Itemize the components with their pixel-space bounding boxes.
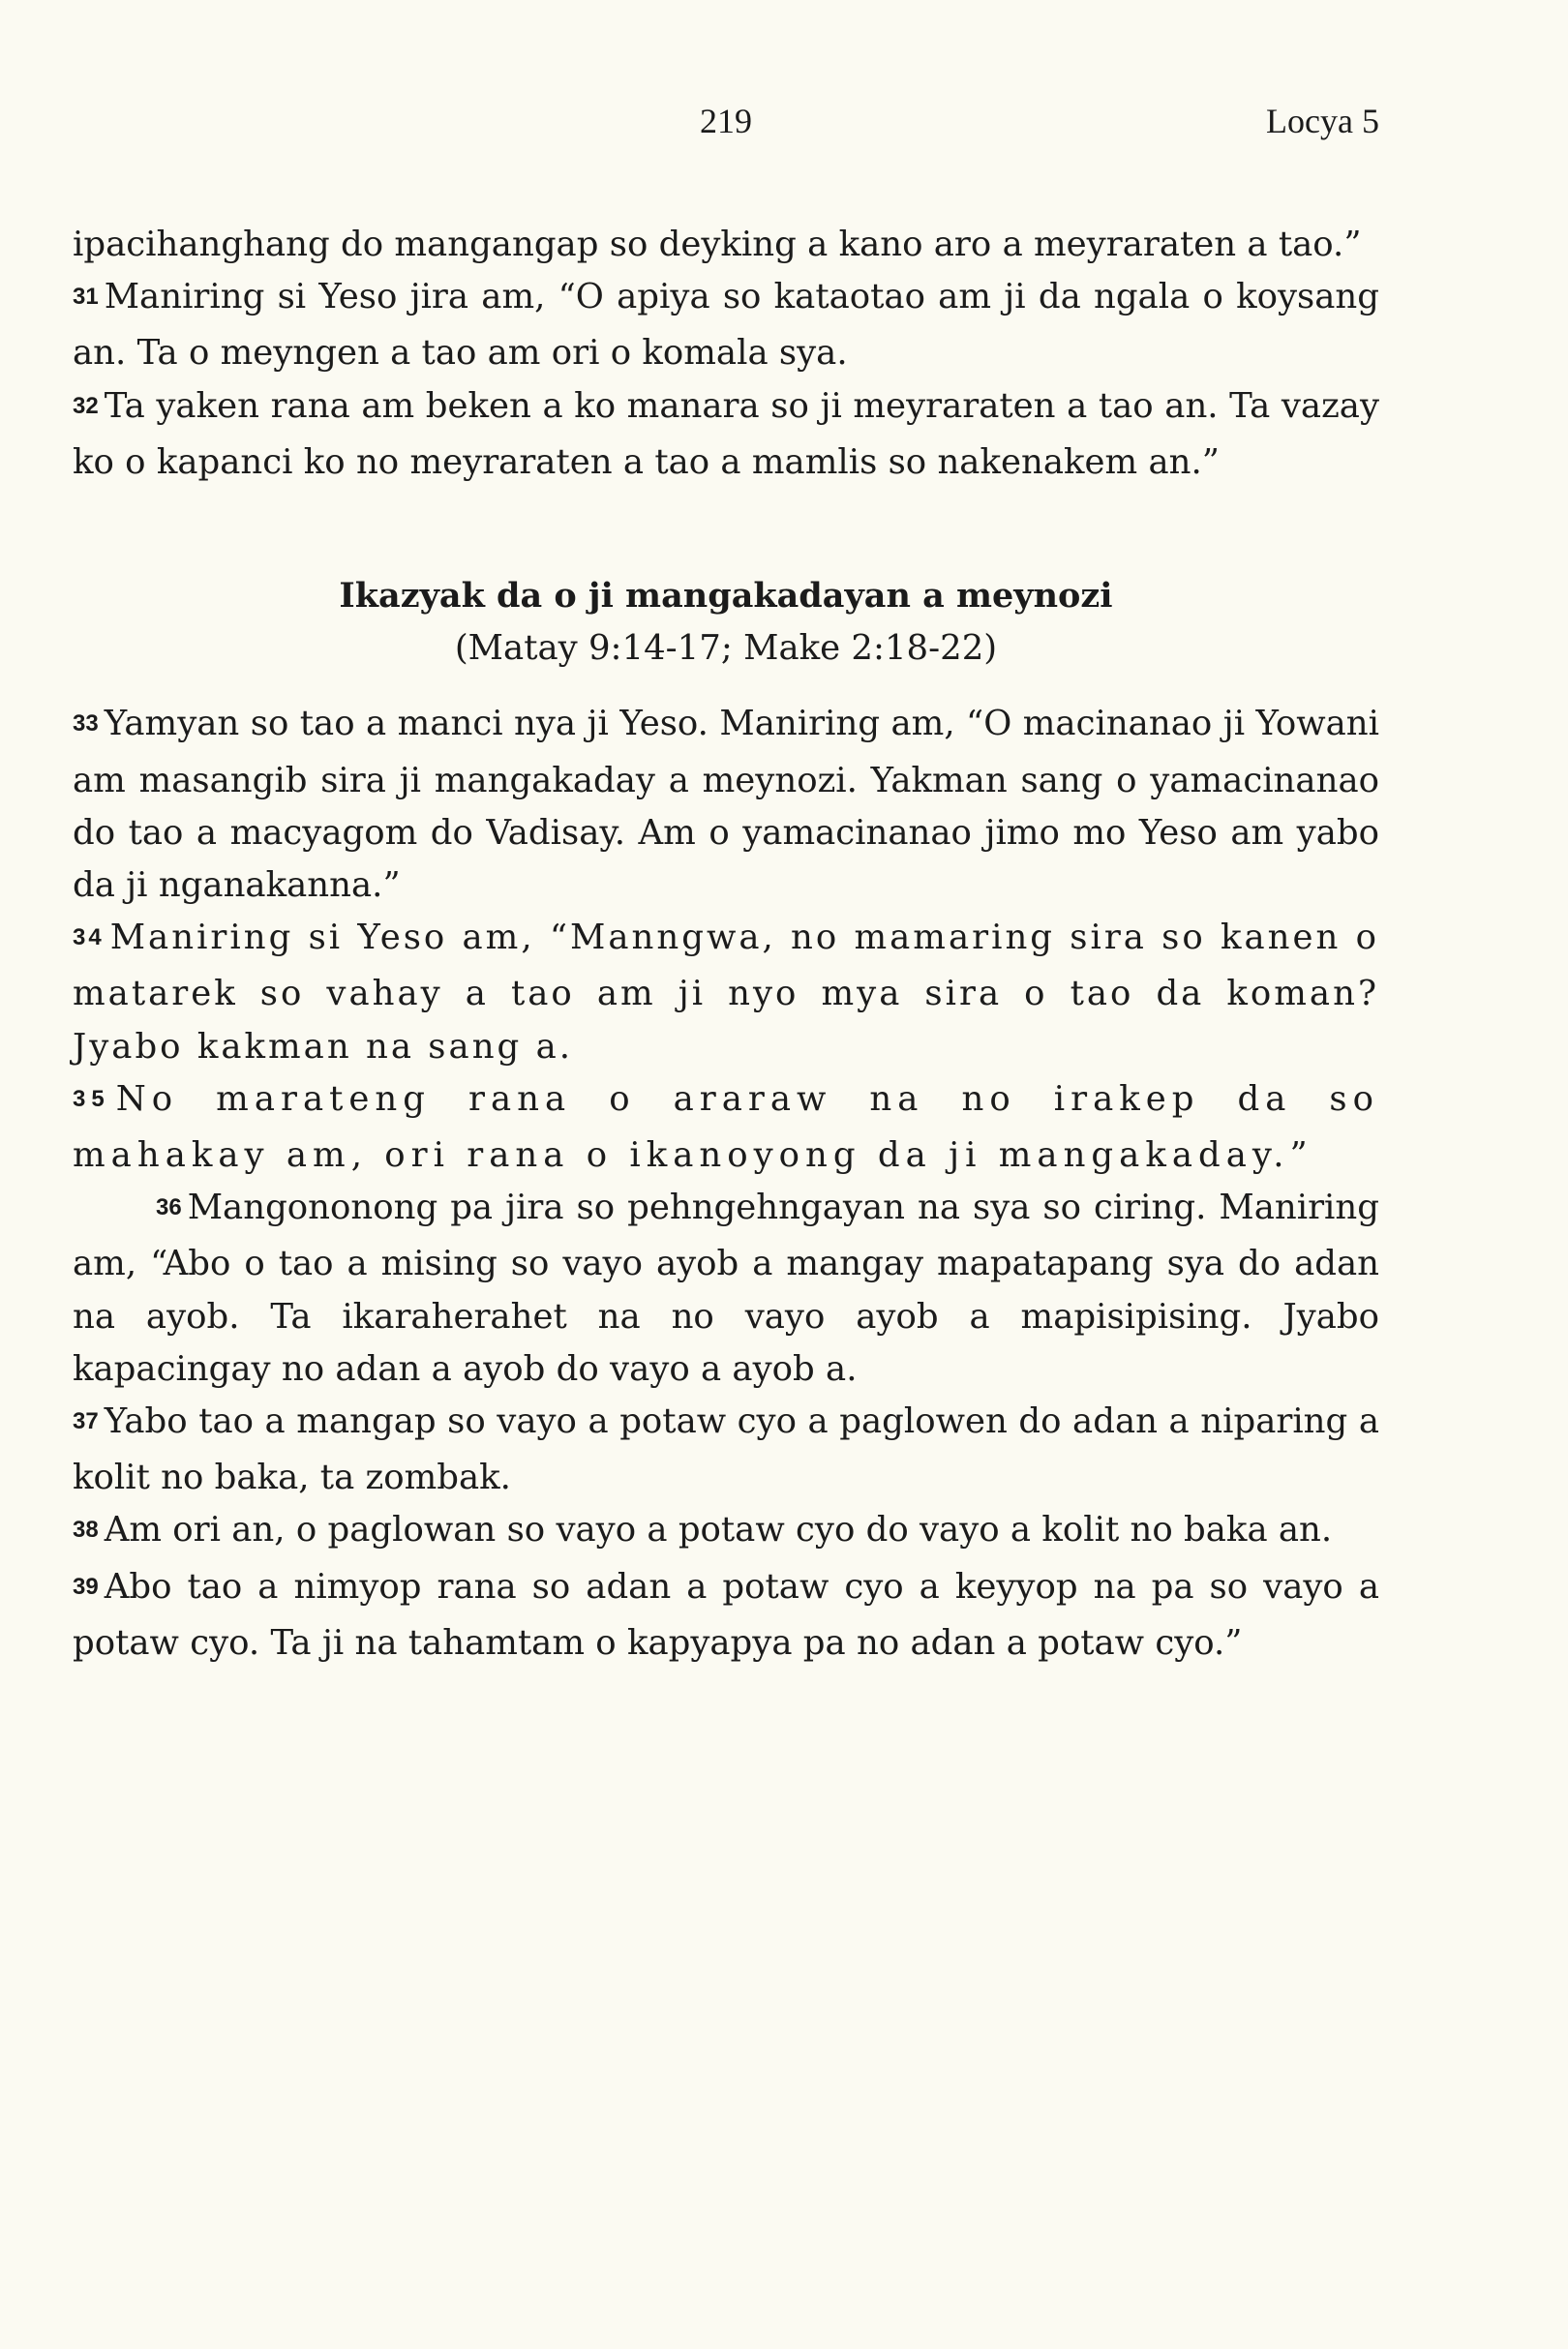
verse-text: No marateng rana o araraw na no irakep da so mahakay am, ori rana o ikanoyong da ji mangakaday.” bbox=[73, 1078, 1379, 1176]
verse-text: Maniring si Yeso am, “Manngwa, no mamaring sira so kanen o matarek so vahay a tao am ji nyo mya sira o tao da koman? Jyabo kakman na sang a. bbox=[73, 918, 1379, 1067]
verse-text: Am ori an, o paglowan so vayo a potaw cyo do vayo a kolit no baka an. bbox=[104, 1510, 1333, 1551]
verse-number: 36 bbox=[156, 1194, 182, 1221]
verse-text: Yabo tao a mangap so vayo a potaw cyo a paglowen do adan a niparing a kolit no baka, ta zombak. bbox=[73, 1401, 1379, 1498]
verse-paragraph bbox=[73, 1182, 1379, 1396]
verse-paragraph bbox=[73, 1504, 1379, 1560]
section-heading: Ikazyak da o ji mangakadayan a meynozi bbox=[339, 576, 1113, 617]
page-body bbox=[73, 219, 1379, 1670]
verse-paragraph bbox=[73, 698, 1379, 912]
verse-text: ipacihanghang do mangangap so deyking a kano aro a meyraraten a tao.” bbox=[73, 225, 1362, 264]
verse-number: 31 bbox=[73, 284, 99, 311]
verse-paragraph bbox=[73, 1396, 1379, 1504]
verse-number: 33 bbox=[73, 710, 99, 738]
verse-number: 38 bbox=[73, 1517, 99, 1544]
verse-text: Abo tao a nimyop rana so adan a potaw cyo a keyyop na pa so vayo a potaw cyo. Ta ji na tahamtam o kapyapya pa no adan a potaw cyo.” bbox=[73, 1566, 1379, 1663]
verse-text: Maniring si Yeso jira am, “O apiya so kataotao am ji da ngala o koysang an. Ta o meyngen a tao am ori o komala sya. bbox=[73, 277, 1379, 374]
section-reference: (Matay 9:14-17; Make 2:18-22) bbox=[454, 628, 998, 669]
verse-number: 39 bbox=[73, 1573, 99, 1600]
verse-paragraph bbox=[73, 219, 1379, 271]
verse-paragraph bbox=[73, 1561, 1379, 1670]
verse-number: 34 bbox=[73, 924, 105, 951]
verse-number: 35 bbox=[73, 1085, 110, 1112]
verse-paragraph bbox=[73, 912, 1379, 1073]
page-header bbox=[73, 101, 1379, 147]
verse-number: 37 bbox=[73, 1408, 99, 1435]
running-head: Locya 5 bbox=[1266, 102, 1379, 140]
verse-text: Yamyan so tao a manci nya ji Yeso. Maniring am, “O macinanao ji Yowani am masangib sira ji mangakaday a meynozi. Yakman sang o yamacinanao do tao a macyagom do Vadisay. Am o yamacinanao jimo mo Yeso am yabo da ji nganakanna.” bbox=[73, 704, 1379, 906]
verse-number: 32 bbox=[73, 392, 99, 419]
verse-paragraph bbox=[73, 380, 1379, 489]
verse-paragraph bbox=[73, 271, 1379, 379]
verse-paragraph bbox=[73, 1073, 1379, 1182]
verse-text: Mangononong pa jira so pehngehngayan na sya so ciring. Maniring am, “Abo o tao a mising so vayo ayob a mangay mapatapang sya do adan na ayob. Ta ikaraherahet na no vayo ayob a mapisipising. Jyabo kapacingay no adan a ayob do vayo a ayob a. bbox=[73, 1188, 1379, 1389]
verse-text: Ta yaken rana am beken a ko manara so ji meyraraten a tao an. Ta vazay ko o kapanci ko no meyraraten a tao a mamlis so nakenakem an.” bbox=[73, 385, 1379, 482]
page-number: 219 bbox=[700, 102, 752, 140]
